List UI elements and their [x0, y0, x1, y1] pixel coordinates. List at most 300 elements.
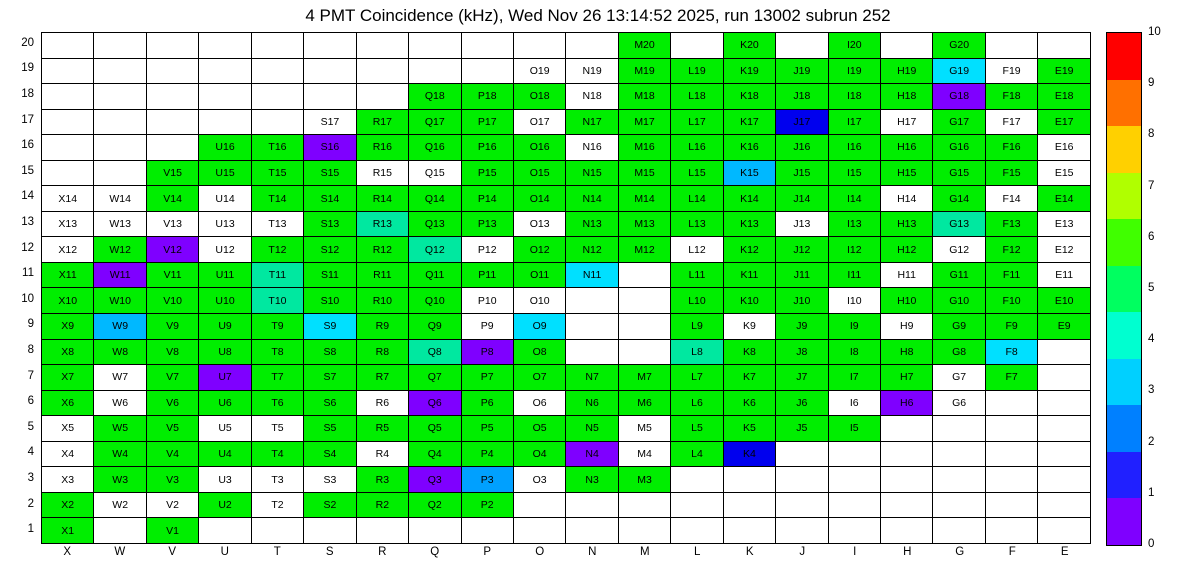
heatmap-cell[interactable]	[513, 492, 565, 518]
heatmap-cell[interactable]: E19	[1038, 58, 1091, 84]
heatmap-cell[interactable]: U14	[199, 186, 251, 212]
heatmap-cell[interactable]: O8	[513, 339, 565, 365]
heatmap-cell[interactable]: P5	[461, 416, 513, 442]
heatmap-cell[interactable]	[251, 518, 303, 544]
heatmap-cell[interactable]: O17	[513, 109, 565, 135]
heatmap-cell[interactable]: V4	[146, 441, 198, 467]
heatmap-cell[interactable]: Q16	[409, 135, 461, 161]
heatmap-cell[interactable]: T16	[251, 135, 303, 161]
heatmap-cell[interactable]: O11	[513, 262, 565, 288]
heatmap-cell[interactable]: O7	[513, 365, 565, 391]
heatmap-cell[interactable]: R12	[356, 237, 408, 263]
heatmap-cell[interactable]: S13	[304, 211, 356, 237]
heatmap-cell[interactable]: V12	[146, 237, 198, 263]
heatmap-cell[interactable]: S10	[304, 288, 356, 314]
heatmap-cell[interactable]: E12	[1038, 237, 1091, 263]
heatmap-cell[interactable]: N12	[566, 237, 618, 263]
heatmap-cell[interactable]	[723, 467, 775, 493]
heatmap-cell[interactable]: L12	[671, 237, 723, 263]
heatmap-cell[interactable]: L11	[671, 262, 723, 288]
heatmap-cell[interactable]	[566, 314, 618, 340]
heatmap-cell[interactable]: V15	[146, 160, 198, 186]
heatmap-cell[interactable]	[618, 314, 670, 340]
heatmap-cell[interactable]	[199, 518, 251, 544]
heatmap-cell[interactable]	[94, 109, 146, 135]
heatmap-cell[interactable]: T7	[251, 365, 303, 391]
heatmap-cell[interactable]: R2	[356, 492, 408, 518]
heatmap-cell[interactable]: T15	[251, 160, 303, 186]
heatmap-cell[interactable]: H12	[881, 237, 933, 263]
heatmap-cell[interactable]: X14	[42, 186, 94, 212]
heatmap-cell[interactable]: U9	[199, 314, 251, 340]
heatmap-cell[interactable]: F11	[985, 262, 1037, 288]
heatmap-cell[interactable]: S6	[304, 390, 356, 416]
heatmap-cell[interactable]: M7	[618, 365, 670, 391]
heatmap-cell[interactable]: X5	[42, 416, 94, 442]
heatmap-cell[interactable]: I8	[828, 339, 880, 365]
heatmap-cell[interactable]: N4	[566, 441, 618, 467]
heatmap-cell[interactable]: L4	[671, 441, 723, 467]
heatmap-cell[interactable]: S17	[304, 109, 356, 135]
heatmap-cell[interactable]: H15	[881, 160, 933, 186]
heatmap-cell[interactable]: S9	[304, 314, 356, 340]
heatmap-cell[interactable]	[671, 492, 723, 518]
heatmap-cell[interactable]: W13	[94, 211, 146, 237]
heatmap-cell[interactable]: I20	[828, 33, 880, 59]
heatmap-cell[interactable]: K19	[723, 58, 775, 84]
heatmap-cell[interactable]: E10	[1038, 288, 1091, 314]
heatmap-cell[interactable]: K6	[723, 390, 775, 416]
heatmap-cell[interactable]: W3	[94, 467, 146, 493]
heatmap-cell[interactable]	[881, 492, 933, 518]
heatmap-cell[interactable]	[304, 84, 356, 110]
heatmap-cell[interactable]: W5	[94, 416, 146, 442]
heatmap-cell[interactable]: T14	[251, 186, 303, 212]
heatmap-cell[interactable]: P2	[461, 492, 513, 518]
heatmap-cell[interactable]	[94, 160, 146, 186]
heatmap-cell[interactable]	[566, 518, 618, 544]
heatmap-cell[interactable]: J11	[776, 262, 828, 288]
heatmap-cell[interactable]: I10	[828, 288, 880, 314]
heatmap-cell[interactable]: G8	[933, 339, 985, 365]
heatmap-cell[interactable]: G11	[933, 262, 985, 288]
heatmap-cell[interactable]: X11	[42, 262, 94, 288]
heatmap-cell[interactable]: G19	[933, 58, 985, 84]
heatmap-cell[interactable]: T3	[251, 467, 303, 493]
heatmap-cell[interactable]	[42, 160, 94, 186]
heatmap-cell[interactable]: P11	[461, 262, 513, 288]
heatmap-cell[interactable]: V11	[146, 262, 198, 288]
heatmap-cell[interactable]: P12	[461, 237, 513, 263]
heatmap-cell[interactable]: T2	[251, 492, 303, 518]
heatmap-cell[interactable]: F14	[985, 186, 1037, 212]
heatmap-cell[interactable]: H14	[881, 186, 933, 212]
heatmap-cell[interactable]: S11	[304, 262, 356, 288]
heatmap-cell[interactable]: F7	[985, 365, 1037, 391]
heatmap-cell[interactable]: F18	[985, 84, 1037, 110]
heatmap-cell[interactable]	[513, 518, 565, 544]
heatmap-cell[interactable]: T5	[251, 416, 303, 442]
heatmap-cell[interactable]	[513, 33, 565, 59]
heatmap-cell[interactable]: V3	[146, 467, 198, 493]
heatmap-cell[interactable]: M3	[618, 467, 670, 493]
heatmap-cell[interactable]	[409, 33, 461, 59]
heatmap-cell[interactable]: O5	[513, 416, 565, 442]
heatmap-cell[interactable]	[723, 518, 775, 544]
heatmap-cell[interactable]: X12	[42, 237, 94, 263]
heatmap-cell[interactable]: U15	[199, 160, 251, 186]
heatmap-cell[interactable]	[42, 109, 94, 135]
heatmap-cell[interactable]	[881, 467, 933, 493]
heatmap-cell[interactable]: W11	[94, 262, 146, 288]
heatmap-cell[interactable]: V8	[146, 339, 198, 365]
heatmap-cell[interactable]: V13	[146, 211, 198, 237]
heatmap-cell[interactable]: V2	[146, 492, 198, 518]
heatmap-cell[interactable]: N19	[566, 58, 618, 84]
heatmap-cell[interactable]: O3	[513, 467, 565, 493]
heatmap-cell[interactable]: I12	[828, 237, 880, 263]
heatmap-cell[interactable]: W4	[94, 441, 146, 467]
heatmap-cell[interactable]: T13	[251, 211, 303, 237]
heatmap-cell[interactable]: U5	[199, 416, 251, 442]
heatmap-cell[interactable]: H19	[881, 58, 933, 84]
heatmap-cell[interactable]: M19	[618, 58, 670, 84]
heatmap-cell[interactable]: P6	[461, 390, 513, 416]
heatmap-cell[interactable]: X9	[42, 314, 94, 340]
heatmap-cell[interactable]: G15	[933, 160, 985, 186]
heatmap-cell[interactable]	[776, 492, 828, 518]
heatmap-cell[interactable]: Q9	[409, 314, 461, 340]
heatmap-cell[interactable]: M5	[618, 416, 670, 442]
heatmap-cell[interactable]: E14	[1038, 186, 1091, 212]
heatmap-cell[interactable]: M6	[618, 390, 670, 416]
heatmap-cell[interactable]: Q15	[409, 160, 461, 186]
heatmap-cell[interactable]	[933, 492, 985, 518]
heatmap-cell[interactable]	[933, 518, 985, 544]
heatmap-cell[interactable]: K9	[723, 314, 775, 340]
heatmap-cell[interactable]: X2	[42, 492, 94, 518]
heatmap-cell[interactable]: F17	[985, 109, 1037, 135]
heatmap-cell[interactable]: K16	[723, 135, 775, 161]
heatmap-cell[interactable]	[42, 33, 94, 59]
heatmap-cell[interactable]: P16	[461, 135, 513, 161]
heatmap-cell[interactable]: R10	[356, 288, 408, 314]
heatmap-cell[interactable]: G6	[933, 390, 985, 416]
heatmap-cell[interactable]: V1	[146, 518, 198, 544]
heatmap-cell[interactable]	[985, 441, 1037, 467]
heatmap-cell[interactable]: Q13	[409, 211, 461, 237]
heatmap-cell[interactable]: W2	[94, 492, 146, 518]
heatmap-cell[interactable]	[881, 33, 933, 59]
heatmap-cell[interactable]: J6	[776, 390, 828, 416]
heatmap-cell[interactable]: M4	[618, 441, 670, 467]
heatmap-cell[interactable]: L7	[671, 365, 723, 391]
heatmap-cell[interactable]: H7	[881, 365, 933, 391]
heatmap-cell[interactable]: R7	[356, 365, 408, 391]
heatmap-cell[interactable]: L10	[671, 288, 723, 314]
heatmap-cell[interactable]: F12	[985, 237, 1037, 263]
heatmap-cell[interactable]: J5	[776, 416, 828, 442]
heatmap-cell[interactable]	[409, 58, 461, 84]
heatmap-cell[interactable]	[146, 135, 198, 161]
heatmap-cell[interactable]: T6	[251, 390, 303, 416]
heatmap-cell[interactable]: G10	[933, 288, 985, 314]
heatmap-cell[interactable]: J10	[776, 288, 828, 314]
heatmap-cell[interactable]: T8	[251, 339, 303, 365]
heatmap-cell[interactable]	[251, 58, 303, 84]
heatmap-cell[interactable]: F16	[985, 135, 1037, 161]
heatmap-cell[interactable]	[356, 58, 408, 84]
heatmap-cell[interactable]	[776, 518, 828, 544]
heatmap-cell[interactable]: U12	[199, 237, 251, 263]
heatmap-cell[interactable]: H13	[881, 211, 933, 237]
heatmap-cell[interactable]	[881, 441, 933, 467]
heatmap-cell[interactable]: M17	[618, 109, 670, 135]
heatmap-cell[interactable]	[199, 58, 251, 84]
heatmap-cell[interactable]	[461, 33, 513, 59]
heatmap-cell[interactable]: Q12	[409, 237, 461, 263]
heatmap-cell[interactable]: M14	[618, 186, 670, 212]
heatmap-cell[interactable]: S12	[304, 237, 356, 263]
heatmap-cell[interactable]: U13	[199, 211, 251, 237]
heatmap-cell[interactable]: I9	[828, 314, 880, 340]
heatmap-cell[interactable]: S16	[304, 135, 356, 161]
heatmap-cell[interactable]	[671, 467, 723, 493]
heatmap-cell[interactable]: P3	[461, 467, 513, 493]
heatmap-cell[interactable]: K11	[723, 262, 775, 288]
heatmap-cell[interactable]	[304, 58, 356, 84]
heatmap-cell[interactable]: O15	[513, 160, 565, 186]
heatmap-cell[interactable]: U8	[199, 339, 251, 365]
heatmap-cell[interactable]: X10	[42, 288, 94, 314]
heatmap-cell[interactable]: R14	[356, 186, 408, 212]
heatmap-cell[interactable]	[1038, 365, 1091, 391]
heatmap-cell[interactable]: J16	[776, 135, 828, 161]
heatmap-cell[interactable]	[94, 33, 146, 59]
heatmap-cell[interactable]: P7	[461, 365, 513, 391]
heatmap-cell[interactable]	[776, 33, 828, 59]
heatmap-cell[interactable]: L13	[671, 211, 723, 237]
heatmap-cell[interactable]	[618, 518, 670, 544]
heatmap-cell[interactable]: X6	[42, 390, 94, 416]
heatmap-cell[interactable]: E15	[1038, 160, 1091, 186]
heatmap-cell[interactable]: U16	[199, 135, 251, 161]
heatmap-cell[interactable]: S15	[304, 160, 356, 186]
heatmap-cell[interactable]: K7	[723, 365, 775, 391]
heatmap-cell[interactable]	[1038, 492, 1091, 518]
heatmap-cell[interactable]: E16	[1038, 135, 1091, 161]
heatmap-cell[interactable]: R8	[356, 339, 408, 365]
heatmap-cell[interactable]: S3	[304, 467, 356, 493]
heatmap-cell[interactable]: K4	[723, 441, 775, 467]
heatmap-cell[interactable]: G16	[933, 135, 985, 161]
heatmap-cell[interactable]	[1038, 416, 1091, 442]
heatmap-cell[interactable]: K5	[723, 416, 775, 442]
heatmap-cell[interactable]: R9	[356, 314, 408, 340]
heatmap-cell[interactable]	[933, 467, 985, 493]
heatmap-cell[interactable]	[723, 492, 775, 518]
heatmap-cell[interactable]	[1038, 339, 1091, 365]
heatmap-cell[interactable]: P13	[461, 211, 513, 237]
heatmap-cell[interactable]	[146, 33, 198, 59]
heatmap-cell[interactable]: T4	[251, 441, 303, 467]
heatmap-cell[interactable]: T11	[251, 262, 303, 288]
heatmap-cell[interactable]: S2	[304, 492, 356, 518]
heatmap-cell[interactable]	[985, 33, 1037, 59]
heatmap-cell[interactable]: M13	[618, 211, 670, 237]
heatmap-cell[interactable]: S4	[304, 441, 356, 467]
heatmap-cell[interactable]	[566, 492, 618, 518]
heatmap-cell[interactable]: E17	[1038, 109, 1091, 135]
heatmap-cell[interactable]: G9	[933, 314, 985, 340]
heatmap-cell[interactable]	[985, 390, 1037, 416]
heatmap-cell[interactable]: J9	[776, 314, 828, 340]
heatmap-cell[interactable]: J19	[776, 58, 828, 84]
heatmap-cell[interactable]: G12	[933, 237, 985, 263]
heatmap-cell[interactable]: R15	[356, 160, 408, 186]
heatmap-cell[interactable]: N15	[566, 160, 618, 186]
heatmap-cell[interactable]: R3	[356, 467, 408, 493]
heatmap-cell[interactable]: N7	[566, 365, 618, 391]
heatmap-cell[interactable]: K18	[723, 84, 775, 110]
heatmap-cell[interactable]: W6	[94, 390, 146, 416]
heatmap-cell[interactable]: P8	[461, 339, 513, 365]
heatmap-cell[interactable]: K15	[723, 160, 775, 186]
heatmap-cell[interactable]: R16	[356, 135, 408, 161]
heatmap-cell[interactable]: L16	[671, 135, 723, 161]
heatmap-cell[interactable]: O6	[513, 390, 565, 416]
heatmap-cell[interactable]: V5	[146, 416, 198, 442]
heatmap-cell[interactable]: L9	[671, 314, 723, 340]
heatmap-cell[interactable]: N3	[566, 467, 618, 493]
heatmap-cell[interactable]	[828, 441, 880, 467]
heatmap-cell[interactable]: P18	[461, 84, 513, 110]
heatmap-cell[interactable]	[94, 58, 146, 84]
heatmap-cell[interactable]: G20	[933, 33, 985, 59]
heatmap-cell[interactable]: L5	[671, 416, 723, 442]
heatmap-cell[interactable]	[199, 84, 251, 110]
heatmap-cell[interactable]: N17	[566, 109, 618, 135]
heatmap-cell[interactable]: F19	[985, 58, 1037, 84]
heatmap-cell[interactable]: L8	[671, 339, 723, 365]
heatmap-cell[interactable]: X13	[42, 211, 94, 237]
heatmap-cell[interactable]: V9	[146, 314, 198, 340]
heatmap-cell[interactable]: G18	[933, 84, 985, 110]
heatmap-cell[interactable]	[776, 441, 828, 467]
heatmap-cell[interactable]	[94, 135, 146, 161]
heatmap-cell[interactable]: I6	[828, 390, 880, 416]
heatmap-cell[interactable]	[146, 84, 198, 110]
heatmap-cell[interactable]: M18	[618, 84, 670, 110]
heatmap-cell[interactable]: R6	[356, 390, 408, 416]
heatmap-cell[interactable]: P14	[461, 186, 513, 212]
heatmap-cell[interactable]	[985, 518, 1037, 544]
heatmap-cell[interactable]	[1038, 518, 1091, 544]
heatmap-cell[interactable]: E18	[1038, 84, 1091, 110]
heatmap-cell[interactable]: M20	[618, 33, 670, 59]
heatmap-cell[interactable]	[251, 33, 303, 59]
heatmap-cell[interactable]	[42, 58, 94, 84]
heatmap-cell[interactable]	[251, 84, 303, 110]
heatmap-cell[interactable]: X4	[42, 441, 94, 467]
heatmap-cell[interactable]: H8	[881, 339, 933, 365]
heatmap-cell[interactable]: X1	[42, 518, 94, 544]
heatmap-cell[interactable]: Q8	[409, 339, 461, 365]
heatmap-cell[interactable]: R5	[356, 416, 408, 442]
heatmap-cell[interactable]: W8	[94, 339, 146, 365]
heatmap-cell[interactable]: V14	[146, 186, 198, 212]
heatmap-cell[interactable]: L6	[671, 390, 723, 416]
heatmap-cell[interactable]: U11	[199, 262, 251, 288]
heatmap-cell[interactable]: U4	[199, 441, 251, 467]
heatmap-cell[interactable]: I19	[828, 58, 880, 84]
heatmap-cell[interactable]: I18	[828, 84, 880, 110]
heatmap-cell[interactable]: U2	[199, 492, 251, 518]
heatmap-cell[interactable]: F15	[985, 160, 1037, 186]
heatmap-cell[interactable]: G14	[933, 186, 985, 212]
heatmap-cell[interactable]: J7	[776, 365, 828, 391]
heatmap-cell[interactable]: N16	[566, 135, 618, 161]
heatmap-cell[interactable]: H6	[881, 390, 933, 416]
heatmap-cell[interactable]: Q6	[409, 390, 461, 416]
heatmap-cell[interactable]: L18	[671, 84, 723, 110]
heatmap-cell[interactable]: U3	[199, 467, 251, 493]
heatmap-cell[interactable]	[146, 109, 198, 135]
heatmap-cell[interactable]	[566, 33, 618, 59]
heatmap-cell[interactable]	[304, 33, 356, 59]
heatmap-cell[interactable]: S8	[304, 339, 356, 365]
heatmap-cell[interactable]	[356, 84, 408, 110]
heatmap-cell[interactable]	[985, 416, 1037, 442]
heatmap-cell[interactable]: J14	[776, 186, 828, 212]
heatmap-cell[interactable]: F9	[985, 314, 1037, 340]
heatmap-cell[interactable]: P15	[461, 160, 513, 186]
heatmap-cell[interactable]: M12	[618, 237, 670, 263]
heatmap-cell[interactable]	[933, 416, 985, 442]
heatmap-cell[interactable]: U6	[199, 390, 251, 416]
heatmap-cell[interactable]: N5	[566, 416, 618, 442]
heatmap-cell[interactable]: N18	[566, 84, 618, 110]
heatmap-cell[interactable]: I13	[828, 211, 880, 237]
heatmap-cell[interactable]: K17	[723, 109, 775, 135]
heatmap-cell[interactable]: O14	[513, 186, 565, 212]
heatmap-cell[interactable]: S7	[304, 365, 356, 391]
heatmap-cell[interactable]: M15	[618, 160, 670, 186]
heatmap-cell[interactable]: I14	[828, 186, 880, 212]
heatmap-cell[interactable]: U10	[199, 288, 251, 314]
heatmap-cell[interactable]: Q7	[409, 365, 461, 391]
heatmap-cell[interactable]: W7	[94, 365, 146, 391]
heatmap-cell[interactable]: K20	[723, 33, 775, 59]
heatmap-cell[interactable]	[199, 33, 251, 59]
heatmap-cell[interactable]: X8	[42, 339, 94, 365]
heatmap-cell[interactable]: L15	[671, 160, 723, 186]
heatmap-cell[interactable]: I16	[828, 135, 880, 161]
heatmap-cell[interactable]	[566, 288, 618, 314]
heatmap-cell[interactable]: Q10	[409, 288, 461, 314]
heatmap-cell[interactable]: X3	[42, 467, 94, 493]
heatmap-cell[interactable]: G17	[933, 109, 985, 135]
heatmap-cell[interactable]: W12	[94, 237, 146, 263]
heatmap-cell[interactable]: L19	[671, 58, 723, 84]
heatmap-cell[interactable]: I7	[828, 365, 880, 391]
heatmap-cell[interactable]: H16	[881, 135, 933, 161]
heatmap-cell[interactable]	[251, 109, 303, 135]
heatmap-cell[interactable]	[671, 518, 723, 544]
heatmap-cell[interactable]: I5	[828, 416, 880, 442]
heatmap-cell[interactable]	[1038, 467, 1091, 493]
heatmap-cell[interactable]: E9	[1038, 314, 1091, 340]
